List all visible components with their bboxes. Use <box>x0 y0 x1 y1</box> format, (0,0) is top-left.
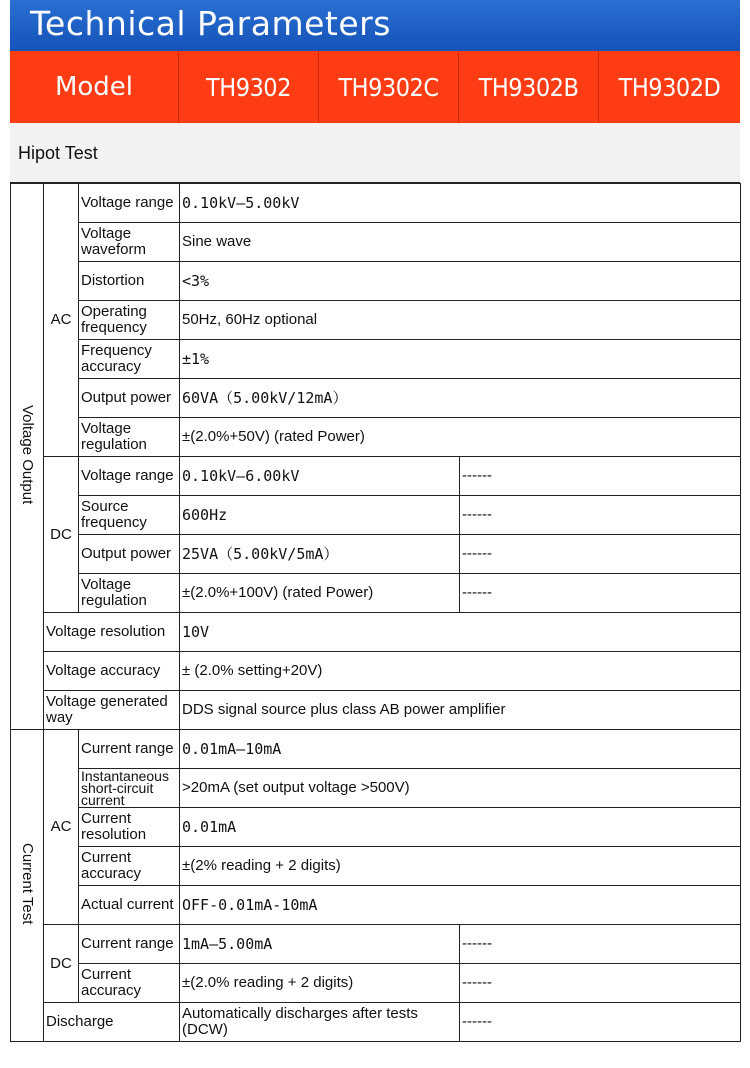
table-row <box>11 496 741 535</box>
dc-subgroup-label: DC <box>44 457 79 613</box>
param-value-alt: ------ <box>460 925 741 964</box>
param-label: Actual current <box>79 886 180 925</box>
param-value: 1mA–5.00mA <box>180 925 460 964</box>
table-row <box>11 1003 741 1042</box>
param-label: Current accuracy <box>79 847 180 886</box>
param-value: 50Hz, 60Hz optional <box>180 301 741 340</box>
param-label: Frequency accuracy <box>79 340 180 379</box>
param-label: Voltage resolution <box>44 613 180 652</box>
param-label: Instantaneous short-circuit current <box>79 769 180 808</box>
table-row <box>11 964 741 1003</box>
param-value-alt: ------ <box>460 535 741 574</box>
param-value: 25VA（5.00kV/5mA） <box>180 535 460 574</box>
param-value: >20mA (set output voltage >500V) <box>180 769 741 808</box>
table-row <box>11 808 741 847</box>
param-value: ±(2.0%+100V) (rated Power) <box>180 574 460 613</box>
table-row <box>11 418 741 457</box>
param-value: ±(2.0%+50V) (rated Power) <box>180 418 741 457</box>
param-label: Voltage range <box>79 184 180 223</box>
param-label: Current accuracy <box>79 964 180 1003</box>
table-row <box>11 847 741 886</box>
param-value: 0.10kV—5.00kV <box>180 184 741 223</box>
table-row <box>11 340 741 379</box>
section-title: Hipot Test <box>18 143 98 163</box>
param-value: ± (2.0% setting+20V) <box>180 652 741 691</box>
param-label: Current range <box>79 730 180 769</box>
table-row <box>11 379 741 418</box>
param-value: 60VA（5.00kV/12mA） <box>180 379 741 418</box>
current-test-label: Current Test <box>19 842 36 925</box>
voltage-output-group <box>11 184 44 730</box>
param-label: Output power <box>79 379 180 418</box>
param-value: <3% <box>180 262 741 301</box>
param-label: Distortion <box>79 262 180 301</box>
ac-subgroup-label: AC <box>44 184 79 457</box>
param-label: Voltage range <box>79 457 180 496</box>
param-value: ±1% <box>180 340 741 379</box>
table-row <box>11 886 741 925</box>
table-row <box>11 691 741 730</box>
voltage-output-label: Voltage Output <box>19 404 36 505</box>
param-value: 0.01mA <box>180 808 741 847</box>
section-row <box>10 123 740 183</box>
param-value: Sine wave <box>180 223 741 262</box>
table-row <box>11 574 741 613</box>
ac-subgroup-label: AC <box>44 730 79 925</box>
param-label: Voltage accuracy <box>44 652 180 691</box>
param-label: Voltage waveform <box>79 223 180 262</box>
model-label: Model <box>10 51 179 123</box>
param-label: Voltage regulation <box>79 418 180 457</box>
model-header-row <box>10 51 740 123</box>
param-label: Operating frequency <box>79 301 180 340</box>
param-label: Output power <box>79 535 180 574</box>
table-row <box>11 262 741 301</box>
param-value: 600Hz <box>180 496 460 535</box>
spec-table <box>10 183 741 1042</box>
table-row <box>11 652 741 691</box>
table-row <box>11 613 741 652</box>
table-row <box>11 730 741 769</box>
table-row <box>11 769 741 808</box>
current-test-group <box>11 730 44 1042</box>
model-th9302: TH9302 <box>179 51 319 123</box>
param-value-alt: ------ <box>460 964 741 1003</box>
param-label: Current resolution <box>79 808 180 847</box>
param-value: DDS signal source plus class AB power amplifier <box>180 691 741 730</box>
param-value-alt: ------ <box>460 457 741 496</box>
param-value: OFF-0.01mA-10mA <box>180 886 741 925</box>
param-value-alt: ------ <box>460 496 741 535</box>
table-row <box>11 223 741 262</box>
model-th9302d: TH9302D <box>618 72 721 102</box>
title-bar <box>10 0 740 51</box>
param-label: Voltage generated way <box>44 691 180 730</box>
param-value: ±(2% reading + 2 digits) <box>180 847 741 886</box>
param-label: Voltage regulation <box>79 574 180 613</box>
table-row <box>11 535 741 574</box>
dc-subgroup-label: DC <box>44 925 79 1003</box>
param-value: 0.10kV—6.00kV <box>180 457 460 496</box>
param-label: Current range <box>79 925 180 964</box>
table-row <box>11 457 741 496</box>
param-value: ±(2.0% reading + 2 digits) <box>180 964 460 1003</box>
table-row <box>11 184 741 223</box>
param-value: Automatically discharges after tests (DCW) <box>180 1003 460 1042</box>
page-title: Technical Parameters <box>30 4 391 43</box>
model-th9302b: TH9302B <box>459 51 599 123</box>
param-value: 10V <box>180 613 741 652</box>
model-th9302c: TH9302C <box>319 51 459 123</box>
param-value: 0.01mA–10mA <box>180 730 741 769</box>
param-value-alt: ------ <box>460 1003 741 1042</box>
table-row <box>11 301 741 340</box>
param-label: Discharge <box>44 1003 180 1042</box>
table-row <box>11 925 741 964</box>
param-value-alt: ------ <box>460 574 741 613</box>
param-label: Source frequency <box>79 496 180 535</box>
